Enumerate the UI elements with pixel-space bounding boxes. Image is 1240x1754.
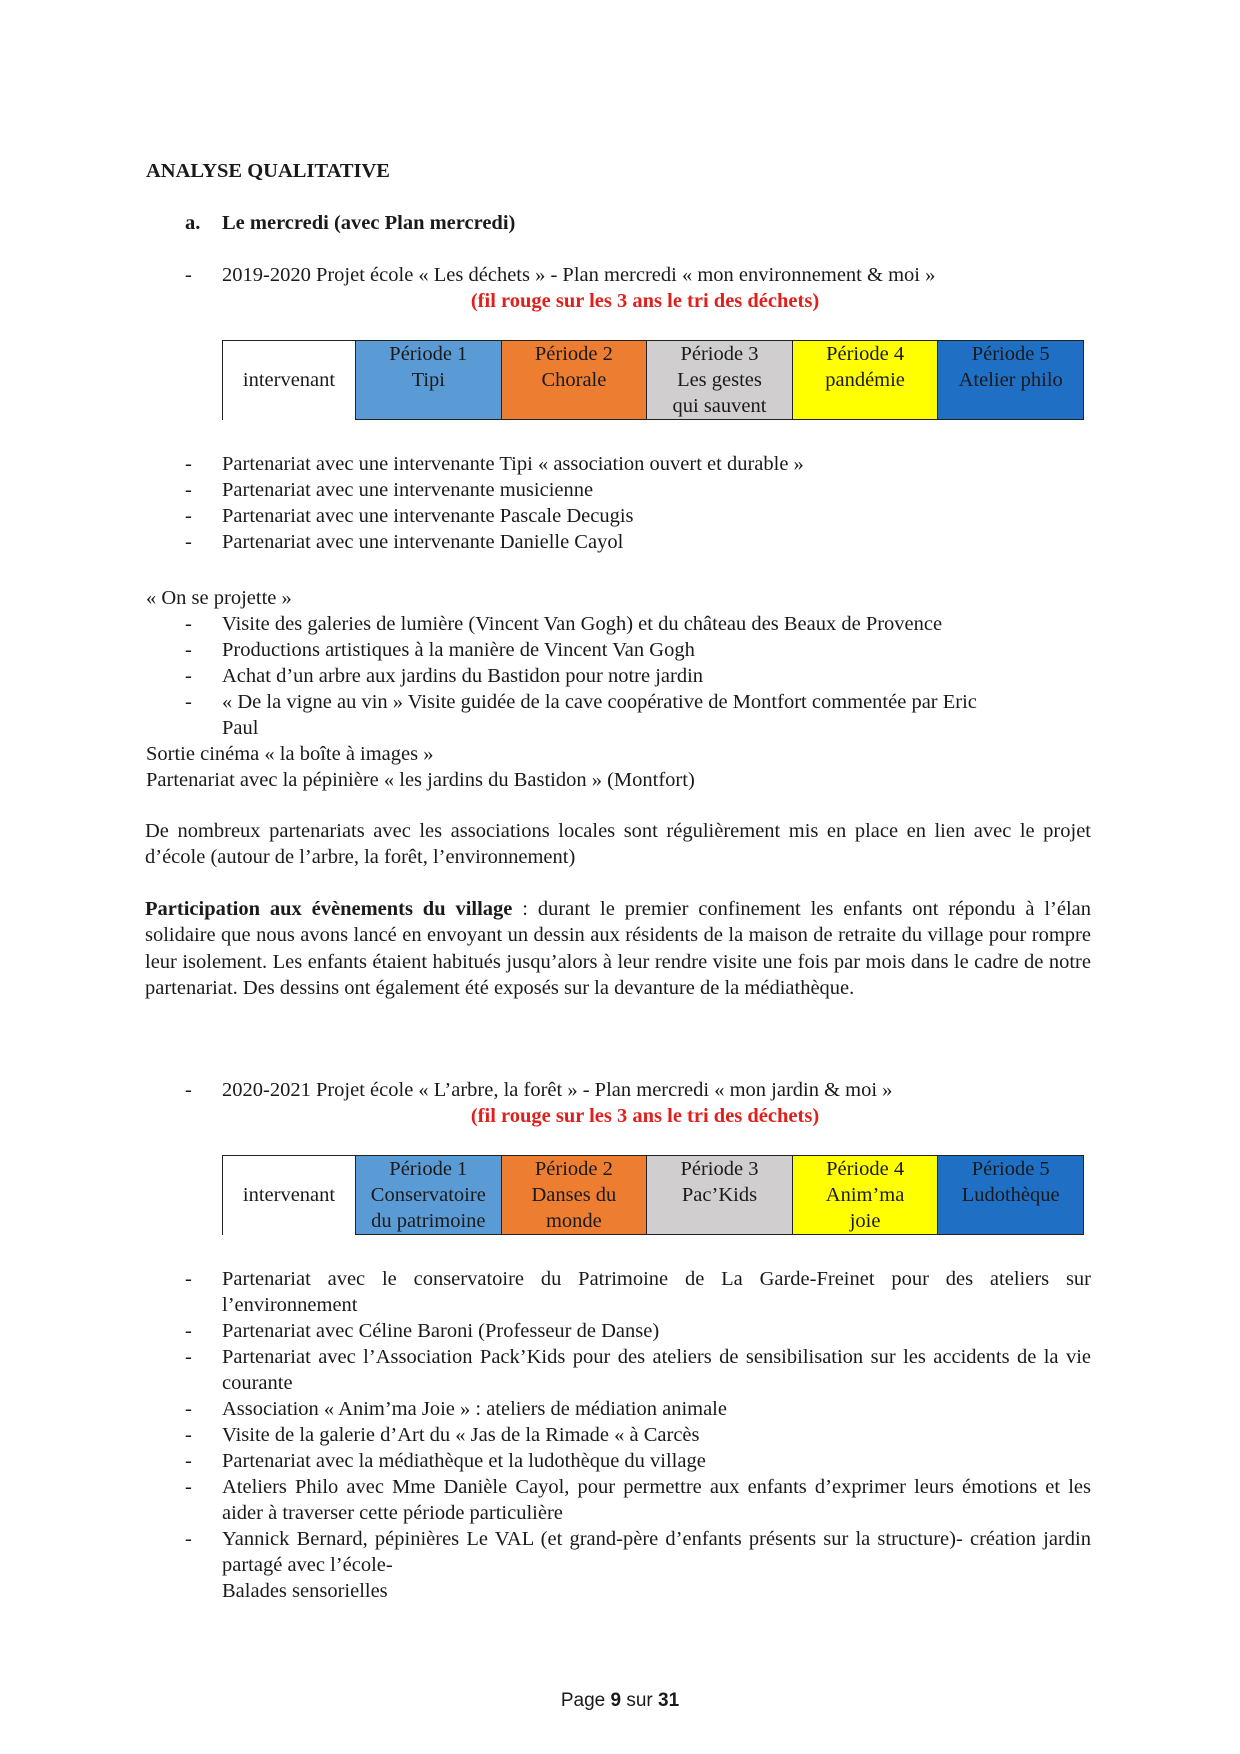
period-cell <box>501 367 647 420</box>
paragraph-bold-lead: Participation aux évènements du village <box>145 898 513 920</box>
bullet-dash: - <box>185 1079 192 1101</box>
list-item: Partenariat avec une intervenante Pascale Decugis <box>222 505 634 527</box>
list-item: Achat d’un arbre aux jardins du Bastidon pour notre jardin <box>222 665 704 687</box>
list-item: Yannick Bernard, pépinières Le VAL (et grand-père d’enfants présents sur la structure)- création jardin partagé avec l’école- <box>222 1528 1091 1577</box>
list-item: Productions artistiques à la manière de Vincent Van Gogh <box>222 639 695 661</box>
list-item: Partenariat avec la médiathèque et la ludothèque du village <box>222 1450 706 1472</box>
bullet-dash: - <box>185 1320 192 1342</box>
period-cell <box>356 367 502 420</box>
list-item: Partenariat avec une intervenante Danielle Cayol <box>222 531 624 553</box>
bullet-dash: - <box>185 1528 192 1550</box>
footer-of-word: sur <box>626 1690 653 1711</box>
bullet-dash: - <box>185 1398 192 1420</box>
bullet-dash: - <box>185 1268 192 1290</box>
table-label: intervenant <box>223 341 356 420</box>
projette-intro: « On se projette » <box>146 587 292 609</box>
period-header: Période 3 <box>647 341 793 368</box>
project2-red-note: (fil rouge sur les 3 ans le tri des déchets) <box>470 1105 820 1127</box>
list-item: Ateliers Philo avec Mme Danièle Cayol, pour permettre aux enfants d’exprimer leurs émotions et les aider à traverser cette période particulière <box>222 1476 1091 1525</box>
text-line: Partenariat avec la pépinière « les jardins du Bastidon » (Montfort) <box>146 769 695 791</box>
project2-periods-table <box>222 1155 1084 1235</box>
period-cell <box>938 367 1084 420</box>
period-header: Période 4 <box>792 1156 938 1183</box>
bullet-dash: - <box>185 639 192 661</box>
period-header: Période 3 <box>647 1156 793 1183</box>
period-header: Période 5 <box>938 341 1084 368</box>
cell-line: Tipi <box>411 369 446 391</box>
cell-line: Les gestes <box>677 369 762 391</box>
project1-red-note: (fil rouge sur les 3 ans le tri des déchets) <box>470 290 820 312</box>
period-header: Période 1 <box>356 1156 502 1183</box>
period-cell <box>501 1182 647 1235</box>
period-header: Période 4 <box>792 341 938 368</box>
paragraph <box>145 896 1091 1001</box>
period-cell <box>792 367 938 420</box>
cell-line: Chorale <box>541 369 607 391</box>
period-header: Période 1 <box>356 341 502 368</box>
cell-line: qui sauvent <box>672 395 767 417</box>
bullet-dash: - <box>185 665 192 687</box>
bullet-dash: - <box>185 613 192 635</box>
period-header: Période 2 <box>501 341 647 368</box>
bullet-dash: - <box>185 1476 192 1498</box>
list-item: Association « Anim’ma Joie » : ateliers de médiation animale <box>222 1398 727 1420</box>
list-item: « De la vigne au vin » Visite guidée de la cave coopérative de Montfort commentée par Eric <box>222 691 977 713</box>
text-line: Balades sensorielles <box>222 1580 388 1602</box>
list-item: Visite des galeries de lumière (Vincent Van Gogh) et du château des Beaux de Provence <box>222 613 943 635</box>
list-item: Partenariat avec une intervenante musicienne <box>222 479 594 501</box>
subheading: Le mercredi (avec Plan mercredi) <box>222 212 516 234</box>
cell-line: du patrimoine <box>371 1210 486 1232</box>
project1-title: 2019-2020 Projet école « Les déchets » - Plan mercredi « mon environnement & moi » <box>222 264 936 286</box>
list-item: Visite de la galerie d’Art du « Jas de la Rimade « à Carcès <box>222 1424 700 1446</box>
project2-title: 2020-2021 Projet école « L’arbre, la forêt » - Plan mercredi « mon jardin & moi » <box>222 1079 893 1101</box>
footer-total-pages: 31 <box>658 1690 680 1711</box>
period-cell <box>938 1182 1084 1235</box>
period-cell <box>356 1182 502 1235</box>
footer-page-word: Page <box>560 1690 606 1711</box>
cell-line: Ludothèque <box>961 1184 1060 1206</box>
period-header: Période 2 <box>501 1156 647 1183</box>
list-item: Partenariat avec l’Association Pack’Kids pour des ateliers de sensibilisation sur les accidents de la vie courante <box>222 1346 1091 1395</box>
list-item: Partenariat avec le conservatoire du Patrimoine de La Garde-Freinet pour des ateliers sur l’environnement <box>222 1268 1091 1317</box>
cell-line: Conservatoire <box>370 1184 486 1206</box>
bullet-dash: - <box>185 479 192 501</box>
period-cell <box>792 1182 938 1235</box>
bullet-dash: - <box>185 1346 192 1368</box>
bullet-dash: - <box>185 1450 192 1472</box>
cell-line: Anim’ma <box>825 1184 905 1206</box>
bullet-dash: - <box>185 1424 192 1446</box>
project1-periods-table <box>222 340 1084 420</box>
paragraph: De nombreux partenariats avec les associations locales sont régulièrement mis en place en lien avec le projet d’école (autour de l’arbre, la forêt, l’environnement) <box>145 820 1091 869</box>
list-item: Partenariat avec une intervenante Tipi « association ouvert et durable » <box>222 453 804 475</box>
cell-line: pandémie <box>825 369 905 391</box>
cell-line: Danses du <box>531 1184 617 1206</box>
bullet-dash: - <box>185 691 192 713</box>
list-item-continuation: Paul <box>222 717 259 739</box>
bullet-dash: - <box>185 505 192 527</box>
bullet-dash: - <box>185 453 192 475</box>
page-footer <box>0 1690 1240 1712</box>
cell-line: monde <box>545 1210 602 1232</box>
period-cell <box>647 367 793 420</box>
cell-line: Atelier philo <box>958 369 1063 391</box>
text-line: Sortie cinéma « la boîte à images » <box>146 743 434 765</box>
bullet-dash: - <box>185 531 192 553</box>
footer-page-number: 9 <box>610 1690 622 1711</box>
cell-line: Pac’Kids <box>681 1184 758 1206</box>
period-cell <box>647 1182 793 1235</box>
cell-line: joie <box>849 1210 881 1232</box>
subheading-letter: a. <box>185 212 201 234</box>
list-item: Partenariat avec Céline Baroni (Professeur de Danse) <box>222 1320 660 1342</box>
period-header: Période 5 <box>938 1156 1084 1183</box>
bullet-dash: - <box>185 264 192 286</box>
paragraph-text: : durant le premier confinement les enfants ont répondu à l’élan solidaire que nous avons lancé en envoyant un dessin aux résidents de la maison de retraite du village pour rompre leur isolement. Les enfants étaient habitués jusqu’alors à leur rendre visite une fois par mois dans le cadre de notre partenariat. Des dessins ont également été exposés sur la devanture de la médiathèque. <box>145 898 1091 999</box>
table-label: intervenant <box>223 1156 356 1235</box>
section-heading: ANALYSE QUALITATIVE <box>146 160 390 182</box>
